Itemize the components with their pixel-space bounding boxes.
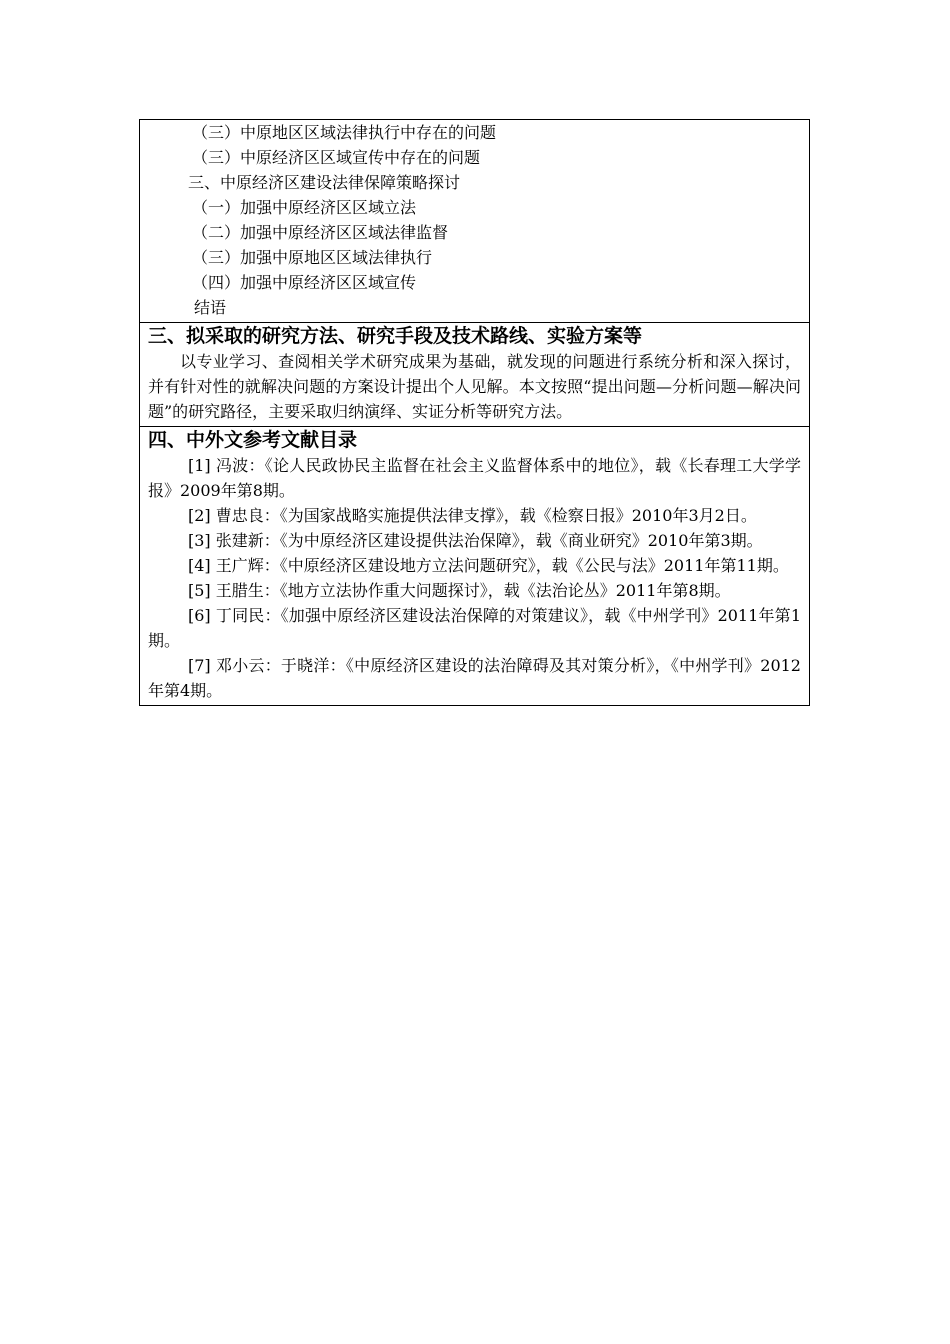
- methods-heading: 三、拟采取的研究方法、研究手段及技术路线、实验方案等: [148, 325, 643, 347]
- reference-item: [1] 冯波：《论人民政协民主监督在社会主义监督体系中的地位》，载《长春理工大学学报》2009年第8期。: [148, 456, 801, 500]
- reference-item: [2] 曹忠良：《为国家战略实施提供法律支撑》，载《检察日报》2010年3月2日。: [188, 506, 757, 525]
- outline-line: （三）中原经济区区域宣传中存在的问题: [192, 148, 481, 167]
- outline-line: （三）中原地区区域法律执行中存在的问题: [192, 123, 497, 142]
- proposal-table: [139, 119, 810, 706]
- reference-item: [6] 丁同民：《加强中原经济区建设法治保障的对策建议》，载《中州学刊》2011年第1期。: [148, 606, 801, 650]
- outline-line: （四）加强中原经济区区域宣传: [192, 273, 417, 292]
- reference-item: [4] 王广辉：《中原经济区建设地方立法问题研究》，载《公民与法》2011年第11期。: [188, 556, 789, 575]
- outline-line: （一）加强中原经济区区域立法: [192, 198, 417, 217]
- reference-item: [3] 张建新：《为中原经济区建设提供法治保障》，载《商业研究》2010年第3期。: [188, 531, 763, 550]
- reference-item: [7] 邓小云：于晓洋：《中原经济区建设的法治障碍及其对策分析》，《中州学刊》2012年第4期。: [148, 656, 801, 700]
- outline-section: [140, 120, 809, 322]
- references-section: [140, 426, 809, 705]
- methods-paragraph: 以专业学习、查阅相关学术研究成果为基础，就发现的问题进行系统分析和深入探讨，并有针对性的就解决问题的方案设计提出个人见解。本文按照“提出问题—分析问题—解决问题”的研究路径，主要采取归纳演绎、实证分析等研究方法。: [148, 352, 801, 421]
- outline-line: （二）加强中原经济区区域法律监督: [192, 223, 449, 242]
- reference-item: [5] 王腊生：《地方立法协作重大问题探讨》，载《法治论丛》2011年第8期。: [188, 581, 731, 600]
- outline-line: （三）加强中原地区区域法律执行: [192, 248, 433, 267]
- references-heading: 四、中外文参考文献目录: [148, 429, 358, 451]
- outline-line: 三、中原经济区建设法律保障策略探讨: [188, 173, 461, 192]
- outline-line: 结语: [194, 298, 227, 317]
- methods-section: [140, 322, 809, 426]
